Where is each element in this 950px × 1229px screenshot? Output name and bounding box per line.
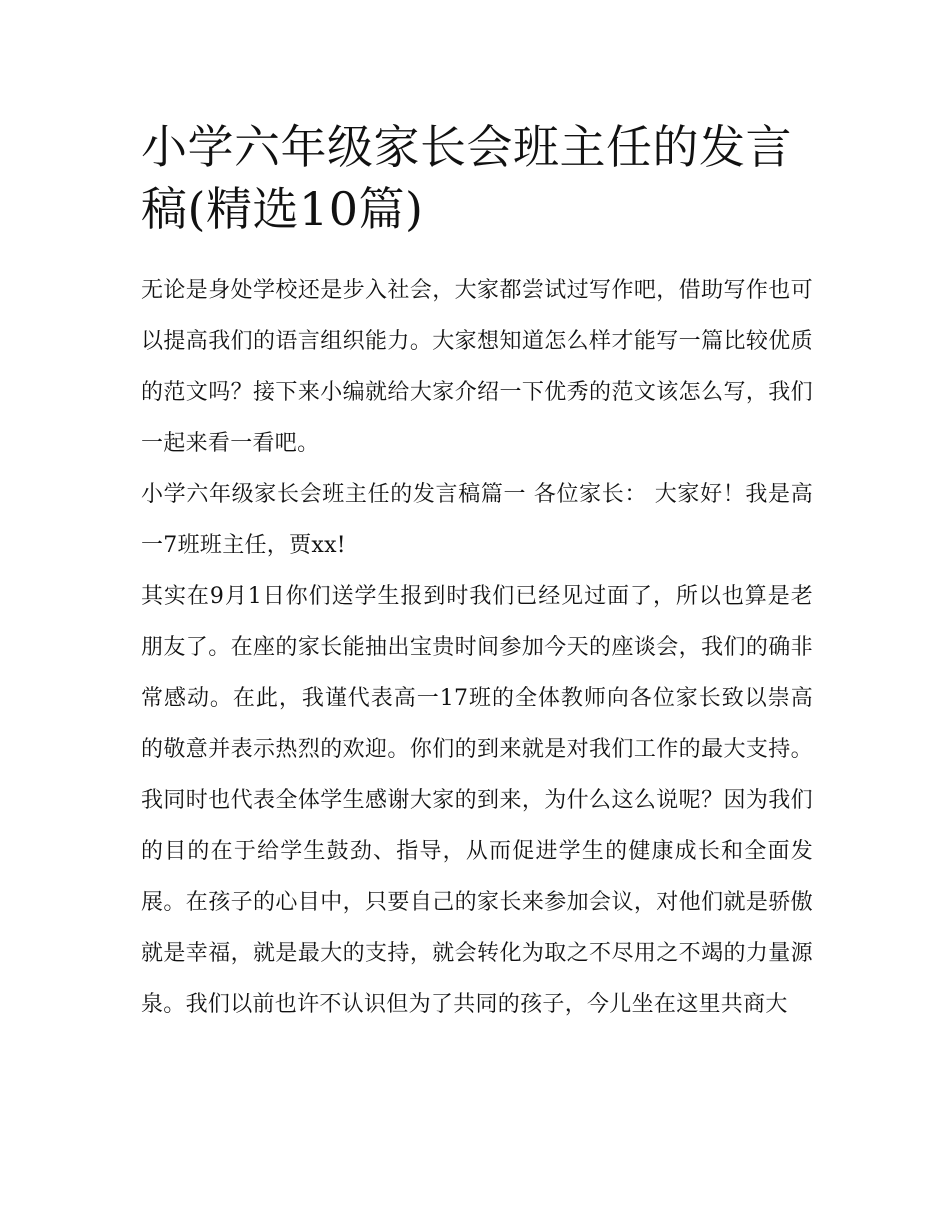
- document-body: [141, 116, 813, 1030]
- paragraph-greeting: 小学六年级家长会班主任的发言稿篇一 各位家长： 大家好！我是高一7班班主任，贾xx!: [141, 482, 813, 558]
- document-title: 小学六年级家长会班主任的发言稿(精选10篇): [141, 120, 792, 236]
- paragraph-intro: 无论是身处学校还是步入社会，大家都尝试过写作吧，借助写作也可以提高我们的语言组织能力。大家想知道怎么样才能写一篇比较优质的范文吗？接下来小编就给大家介绍一下优秀的范文该怎么写，我们一起来看一看吧。: [141, 278, 813, 456]
- paragraph-body: 其实在9月1日你们送学生报到时我们已经见过面了，所以也算是老朋友了。在座的家长能抽出宝贵时间参加今天的座谈会，我们的确非常感动。在此，我谨代表高一17班的全体教师向各位家长致以崇高的敬意并表示热烈的欢迎。你们的到来就是对我们工作的最大支持。我同时也代表全体学生感谢大家的到来，为什么这么说呢？因为我们的目的在于给学生鼓劲、指导，从而促进学生的健康成长和全面发展。在孩子的心目中，只要自己的家长来参加会议，对他们就是骄傲就是幸福，就是最大的支持，就会转化为取之不尽用之不竭的力量源泉。我们以前也许不认识但为了共同的孩子，今儿坐在这里共商大: [141, 584, 813, 1017]
